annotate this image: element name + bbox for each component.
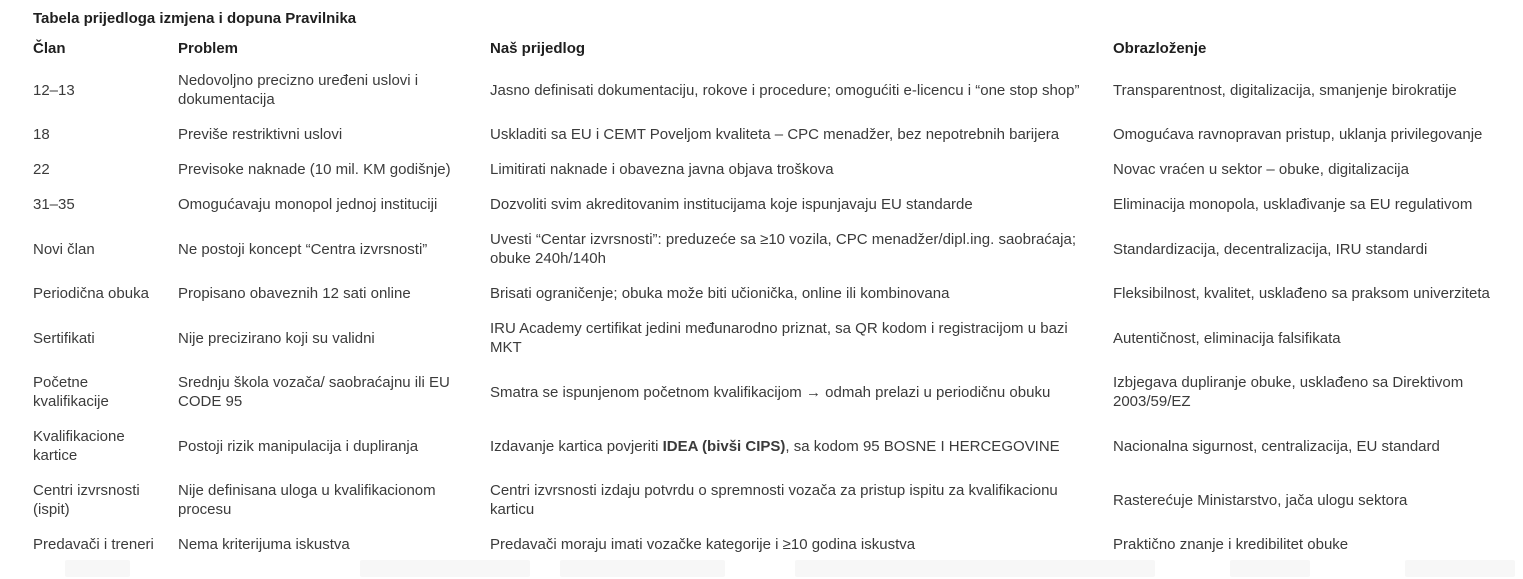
highlighted-text: IDEA (bivši CIPS) xyxy=(662,437,786,455)
proposals-table xyxy=(33,28,1515,562)
cell-problem: Nije definisana uloga u kvalifikacionom procesu xyxy=(178,482,436,518)
cell-problem: Postoji rizik manipulacija i dupliranja xyxy=(178,437,419,455)
table-row xyxy=(33,473,1515,527)
cell-problem: Omogućavaju monopol jednoj instituciji xyxy=(178,196,438,213)
cell-clan: Početne kvalifikacije xyxy=(33,374,109,410)
faded-text-block xyxy=(1230,560,1310,577)
cell-prijedlog: Dozvoliti svim akreditovanim institucijama koje ispunjavaju EU standarde xyxy=(490,196,973,213)
cell-obrazlozenje: Rasterećuje Ministarstvo, jača ulogu sektora xyxy=(1113,491,1408,509)
cell-obrazlozenje: Eliminacija monopola, usklađivanje sa EU regulativom xyxy=(1113,196,1473,213)
cell-prijedlog: Limitirati naknade i obavezna javna objava troškova xyxy=(490,161,834,178)
cell-obrazlozenje: Fleksibilnost, kvalitet, usklađeno sa praksom univerziteta xyxy=(1113,285,1490,302)
cell-problem: Previše restriktivni uslovi xyxy=(178,126,343,143)
cell-problem: Nije precizirano koji su validni xyxy=(178,329,375,347)
cell-prijedlog: Predavači moraju imati vozačke kategorije i ≥10 godina iskustva xyxy=(490,536,916,553)
cell-obrazlozenje: Transparentnost, digitalizacija, smanjenje birokratije xyxy=(1113,81,1457,99)
table-row xyxy=(33,187,1515,222)
cell-obrazlozenje: Standardizacija, decentralizacija, IRU standardi xyxy=(1113,240,1428,258)
table-row xyxy=(33,311,1515,365)
cell-prijedlog xyxy=(490,419,1113,473)
cell-prijedlog: Uvesti “Centar izvrsnosti”: preduzeće sa ≥10 vozila, CPC menadžer/dipl.ing. saobraćaja; obuke 240h/140h xyxy=(490,231,1076,267)
cell-obrazlozenje: Praktično znanje i kredibilitet obuke xyxy=(1113,536,1349,553)
cell-clan: Kvalifikacione kartice xyxy=(33,428,125,464)
cell-obrazlozenje: Omogućava ravnopravan pristup, uklanja privilegovanje xyxy=(1113,126,1483,143)
faded-text-block xyxy=(795,560,1155,577)
column-header-prijedlog: Naš prijedlog xyxy=(490,40,586,57)
text-segment: Izdavanje kartica povjeriti xyxy=(490,437,663,455)
cell-clan: 12–13 xyxy=(33,81,75,99)
cell-prijedlog: Brisati ograničenje; obuka može biti učionička, online ili kombinovana xyxy=(490,285,950,302)
cell-problem: Propisano obaveznih 12 sati online xyxy=(178,285,411,302)
cell-clan: Sertifikati xyxy=(33,329,95,347)
faded-text-block xyxy=(65,560,130,577)
cell-prijedlog: IRU Academy certifikat jedini međunarodno priznat, sa QR kodom i registracijom u bazi MKT xyxy=(490,320,1068,356)
table-body xyxy=(33,63,1515,562)
cell-problem: Srednju škola vozača/ saobraćajnu ili EU CODE 95 xyxy=(178,374,450,410)
cell-prijedlog: Smatra se ispunjenom početnom kvalifikacijom → odmah prelazi u periodičnu obuku xyxy=(490,383,1051,401)
cell-prijedlog: Centri izvrsnosti izdaju potvrdu o spremnosti vozača za pristup ispitu za kvalifikacionu karticu xyxy=(490,482,1058,518)
table-row xyxy=(33,117,1515,152)
cell-clan: Centri izvrsnosti (ispit) xyxy=(33,482,140,518)
faded-next-row xyxy=(0,557,1523,579)
cell-clan: Periodična obuka xyxy=(33,285,149,302)
cell-obrazlozenje: Autentičnost, eliminacija falsifikata xyxy=(1113,329,1341,347)
cell-problem: Nema kriterijuma iskustva xyxy=(178,536,350,553)
cell-problem: Nedovoljno precizno uređeni uslovi i dokumentacija xyxy=(178,72,419,108)
cell-clan: 31–35 xyxy=(33,196,75,213)
cell-obrazlozenje: Nacionalna sigurnost, centralizacija, EU standard xyxy=(1113,437,1440,455)
cell-obrazlozenje: Novac vraćen u sektor – obuke, digitalizacija xyxy=(1113,161,1409,178)
cell-clan: 18 xyxy=(33,126,50,143)
table-row xyxy=(33,365,1515,419)
column-header-problem: Problem xyxy=(178,40,239,57)
table-header-row xyxy=(33,28,1515,63)
cell-obrazlozenje: Izbjegava dupliranje obuke, usklađeno sa Direktivom 2003/59/EZ xyxy=(1113,374,1464,410)
table-row xyxy=(33,419,1515,473)
cell-clan: Novi član xyxy=(33,240,95,258)
column-header-clan: Član xyxy=(33,40,66,57)
cell-prijedlog: Jasno definisati dokumentaciju, rokove i procedure; omogućiti e-licencu i “one stop shop” xyxy=(490,81,1080,99)
cell-clan: 22 xyxy=(33,161,50,178)
cell-prijedlog: Uskladiti sa EU i CEMT Poveljom kvaliteta – CPC menadžer, bez nepotrebnih barijera xyxy=(490,126,1060,143)
faded-text-block xyxy=(560,560,725,577)
cell-problem: Previsoke naknade (10 mil. KM godišnje) xyxy=(178,161,451,178)
faded-text-block xyxy=(1405,560,1515,577)
table-row xyxy=(33,222,1515,276)
table-row xyxy=(33,63,1515,117)
column-header-obrazlozenje: Obrazloženje xyxy=(1113,40,1207,57)
cell-clan: Predavači i treneri xyxy=(33,536,154,553)
table-row xyxy=(33,152,1515,187)
table-row xyxy=(33,276,1515,311)
text-segment: , sa kodom 95 BOSNE I HERCEGOVINE xyxy=(785,437,1060,455)
cell-problem: Ne postoji koncept “Centra izvrsnosti” xyxy=(178,240,428,258)
faded-text-block xyxy=(360,560,530,577)
page-title: Tabela prijedloga izmjena i dopuna Pravilnika xyxy=(33,10,357,27)
